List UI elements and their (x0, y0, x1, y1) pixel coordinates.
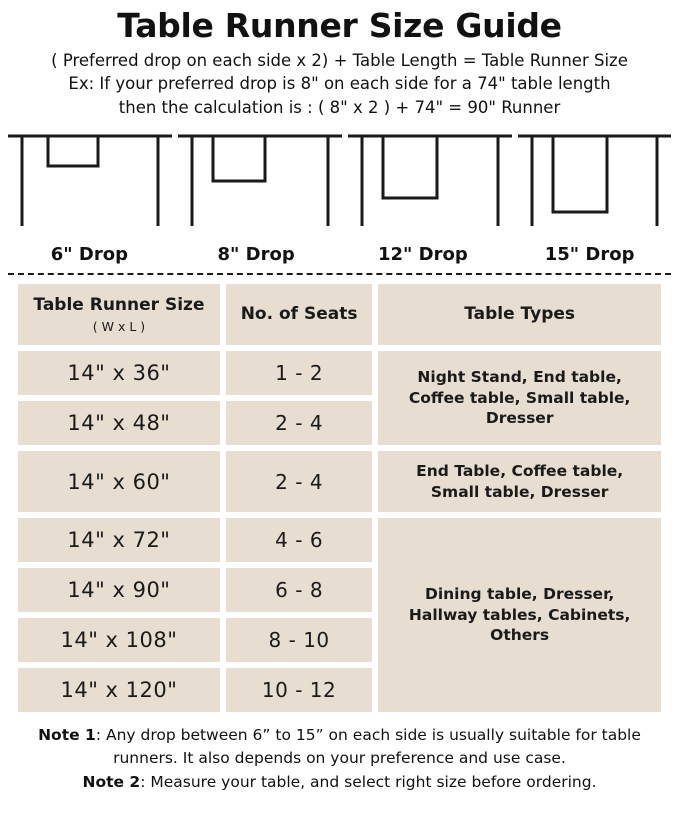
notes-section (0, 718, 679, 793)
table-row (18, 518, 661, 562)
note-1-text: : Any drop between 6” to 15” on each side is usually suitable for table runners. It also depends on your preference and use case. (95, 726, 641, 767)
drop-label-6: 6" Drop (50, 244, 128, 266)
header-size-sublabel: ( W x L ) (92, 318, 146, 334)
note-2-label: Note 2 (82, 772, 141, 791)
formula-line-1: ( Preferred drop on each side x 2) + Table Length = Table Runner Size (51, 51, 628, 70)
cell-seats: 2 - 4 (226, 451, 372, 512)
formula-line-2: Ex: If your preferred drop is 8" on each side for a 74" table length (68, 74, 611, 94)
note-2 (10, 771, 669, 793)
cell-types: End Table, Coffee table, Small table, Dresser (378, 451, 661, 512)
note-1 (10, 724, 669, 769)
header-types: Table Types (378, 284, 661, 345)
cell-seats: 4 - 6 (226, 518, 372, 562)
cell-types: Dining table, Dresser, Hallway tables, Cabinets, Others (378, 518, 661, 712)
header-size (18, 284, 220, 345)
page-title: Table Runner Size Guide (117, 6, 562, 45)
dashed-divider (8, 273, 671, 275)
drop-label-8: 8" Drop (217, 244, 295, 266)
cell-seats: 1 - 2 (226, 351, 372, 395)
drop-label-15: 15" Drop (544, 244, 635, 266)
cell-seats: 6 - 8 (226, 568, 372, 612)
table-row (18, 451, 661, 512)
drop-label-row (0, 244, 679, 265)
drop-diagram (0, 128, 679, 268)
cell-size: 14" x 36" (18, 351, 220, 395)
cell-size: 14" x 108" (18, 618, 220, 662)
cell-size: 14" x 48" (18, 401, 220, 445)
size-table (12, 278, 667, 718)
header-size-label: Table Runner Size (33, 295, 205, 316)
cell-size: 14" x 120" (18, 668, 220, 712)
drop-diagram-svg (0, 128, 679, 243)
cell-types: Night Stand, End table, Coffee table, Small table, Dresser (378, 351, 661, 445)
cell-seats: 10 - 12 (226, 668, 372, 712)
formula-block (0, 49, 679, 119)
cell-size: 14" x 60" (18, 451, 220, 512)
table-row (18, 351, 661, 395)
cell-size: 14" x 72" (18, 518, 220, 562)
note-1-label: Note 1 (38, 726, 96, 745)
table-header-row (18, 284, 661, 345)
drop-label-12: 12" Drop (377, 244, 468, 266)
cell-size: 14" x 90" (18, 568, 220, 612)
note-2-text: : Measure your table, and select right size before ordering. (140, 772, 597, 791)
formula-line-3: then the calculation is : ( 8" x 2 ) + 74" = 90" Runner (118, 97, 561, 117)
header-seats: No. of Seats (226, 284, 372, 345)
cell-seats: 8 - 10 (226, 618, 372, 662)
size-table-area (0, 278, 679, 718)
cell-seats: 2 - 4 (226, 401, 372, 445)
